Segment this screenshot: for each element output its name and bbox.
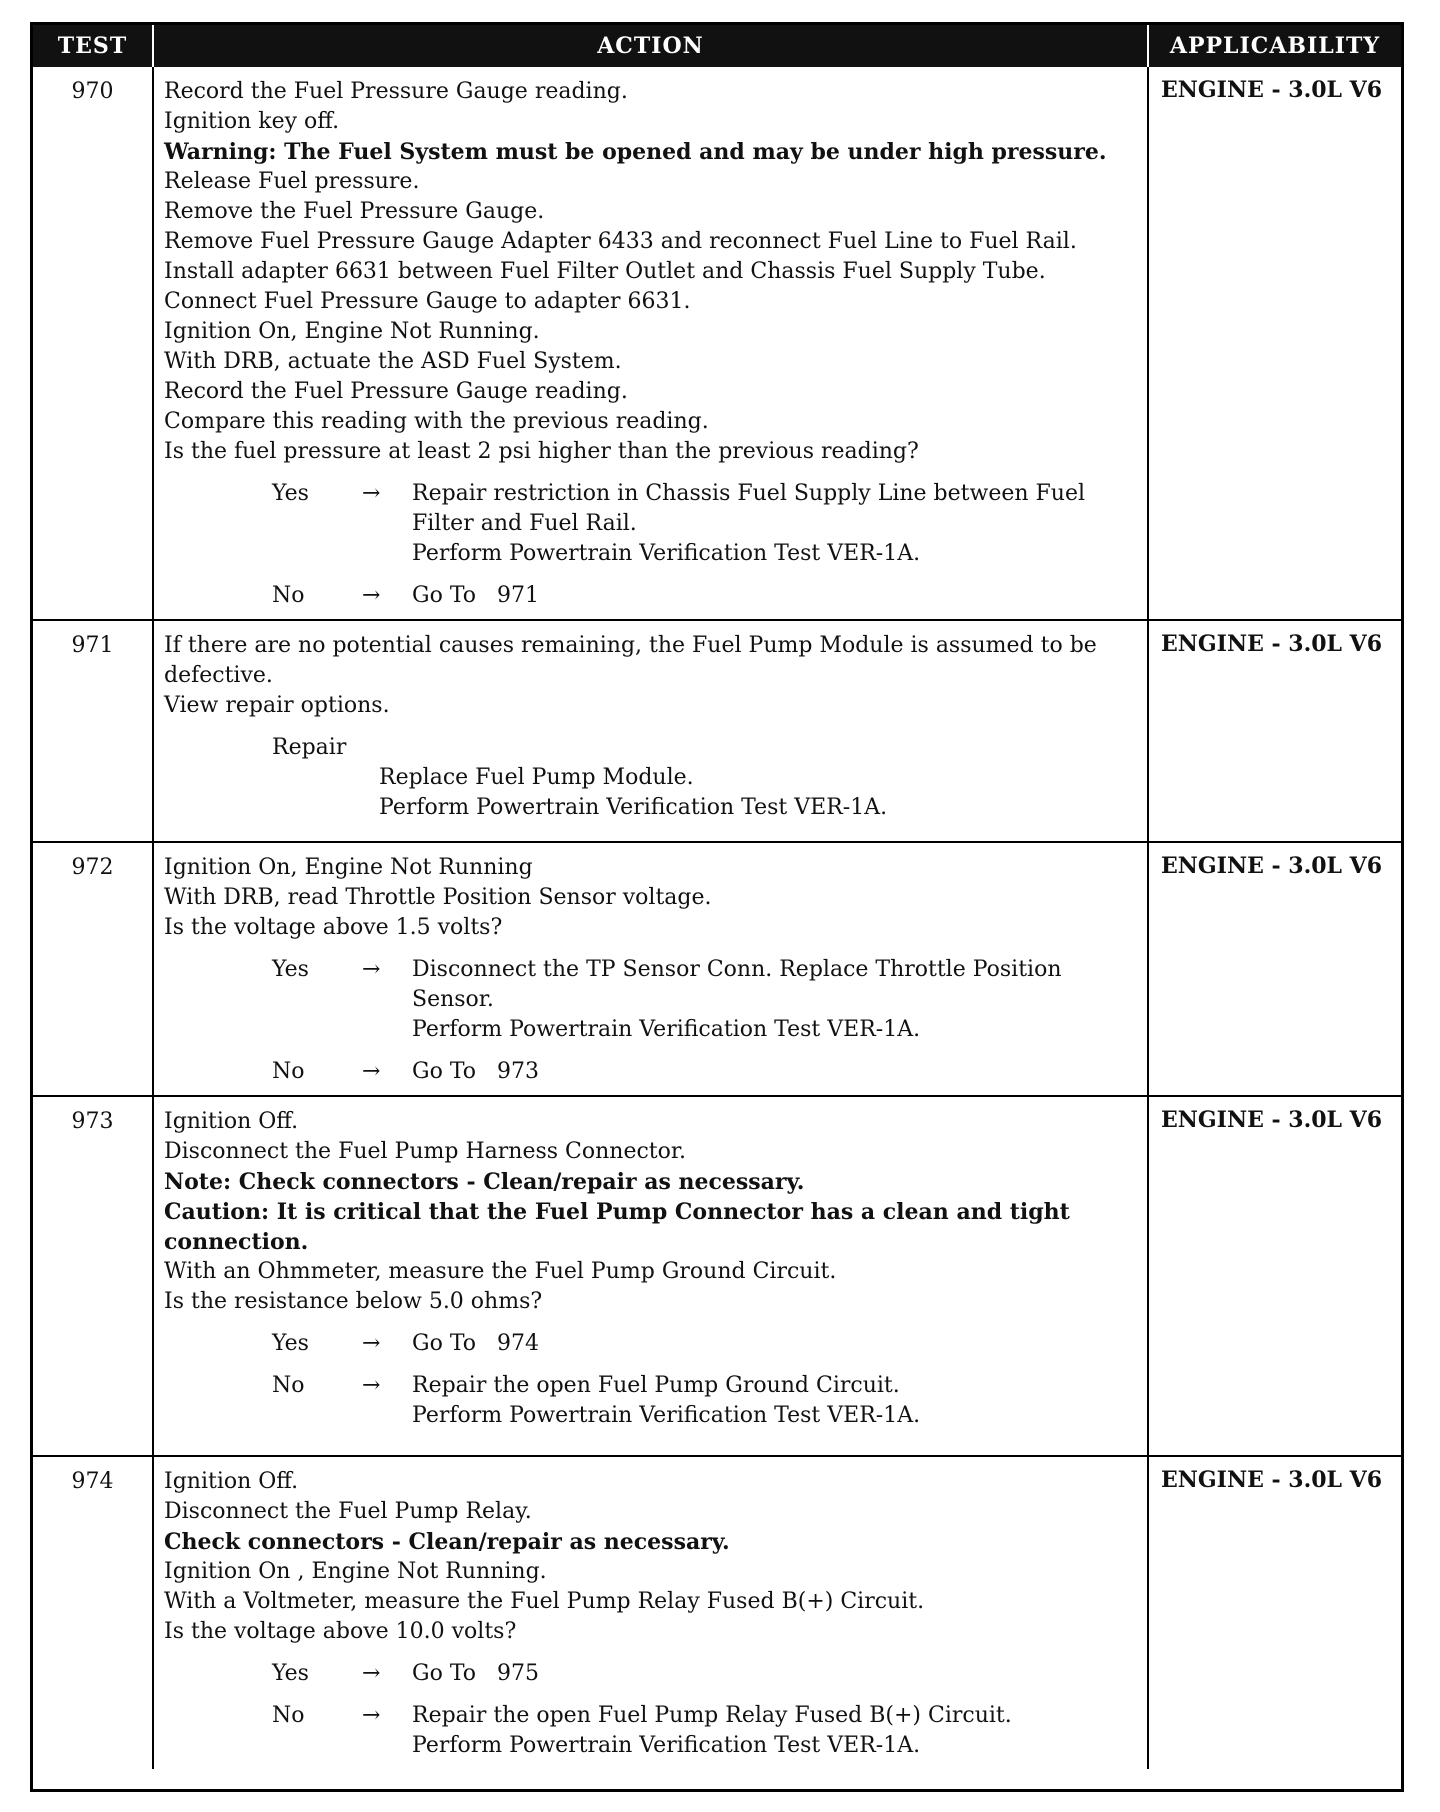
note-line: Note: Check connectors - Clean/repair as necessary. — [164, 1169, 805, 1195]
table-row — [33, 842, 1401, 1096]
header-action: ACTION — [153, 25, 1148, 67]
applicability-cell: ENGINE - 3.0L V6 — [1148, 842, 1401, 1096]
arrow-icon: → — [362, 957, 381, 982]
test-number: 974 — [33, 1456, 153, 1769]
outcome-line: Go To 975 — [412, 1661, 539, 1686]
action-line: Ignition On , Engine Not Running. — [164, 1559, 547, 1584]
repair-block — [164, 733, 1137, 823]
arrow-icon: → — [362, 1059, 381, 1084]
action-line: If there are no potential causes remaining, the Fuel Pump Module is assumed to be defective. — [164, 633, 1097, 688]
outcome-line: Go To 971 — [412, 583, 539, 608]
header-applicability: APPLICABILITY — [1148, 25, 1401, 67]
table-row — [33, 1456, 1401, 1769]
action-cell — [153, 1096, 1148, 1456]
no-label: No — [272, 583, 305, 608]
arrow-icon: → — [362, 1331, 381, 1356]
diagnostic-table — [33, 25, 1401, 1769]
note-line: Check connectors - Clean/repair as necessary. — [164, 1529, 730, 1555]
table-header-row — [33, 25, 1401, 67]
action-line: Ignition Off. — [164, 1109, 299, 1134]
yes-label: Yes — [272, 1331, 309, 1356]
action-line: Ignition key off. — [164, 109, 340, 134]
yes-outcome — [164, 479, 1137, 569]
yes-label: Yes — [272, 481, 309, 506]
action-line: Disconnect the Fuel Pump Harness Connector. — [164, 1139, 686, 1164]
action-line: With DRB, read Throttle Position Sensor voltage. — [164, 885, 712, 910]
action-line: Ignition On, Engine Not Running. — [164, 319, 540, 344]
action-line: With DRB, actuate the ASD Fuel System. — [164, 349, 622, 374]
test-number: 970 — [33, 67, 153, 620]
no-outcome — [164, 1057, 1137, 1087]
action-cell — [153, 620, 1148, 842]
test-number: 971 — [33, 620, 153, 842]
outcome-line: Repair the open Fuel Pump Relay Fused B(+) Circuit. — [412, 1703, 1012, 1728]
yes-label: Yes — [272, 1661, 309, 1686]
arrow-icon: → — [362, 583, 381, 608]
action-line: Remove the Fuel Pressure Gauge. — [164, 199, 545, 224]
action-line: Disconnect the Fuel Pump Relay. — [164, 1499, 532, 1524]
action-line: Install adapter 6631 between Fuel Filter Outlet and Chassis Fuel Supply Tube. — [164, 259, 1046, 284]
yes-outcome — [164, 1659, 1137, 1689]
applicability-cell: ENGINE - 3.0L V6 — [1148, 1096, 1401, 1456]
outcome-line: Perform Powertrain Verification Test VER-1A. — [412, 1017, 921, 1042]
table-row — [33, 67, 1401, 620]
action-line: View repair options. — [164, 693, 390, 718]
action-line: Connect Fuel Pressure Gauge to adapter 6631. — [164, 289, 691, 314]
outcome-line: Repair restriction in Chassis Fuel Supply Line between Fuel Filter and Fuel Rail. — [412, 481, 1086, 536]
yes-outcome — [164, 1329, 1137, 1359]
arrow-icon: → — [362, 1373, 381, 1398]
question-line: Is the resistance below 5.0 ohms? — [164, 1289, 543, 1314]
repair-line: Replace Fuel Pump Module. — [379, 765, 694, 790]
outcome-line: Go To 974 — [412, 1331, 539, 1356]
outcome-line: Go To 973 — [412, 1059, 539, 1084]
table-row — [33, 620, 1401, 842]
diagnostic-table-frame — [30, 22, 1404, 1792]
applicability-cell: ENGINE - 3.0L V6 — [1148, 1456, 1401, 1769]
action-line: Ignition Off. — [164, 1469, 299, 1494]
outcome-line: Perform Powertrain Verification Test VER-1A. — [412, 1733, 921, 1758]
caution-line: Caution: It is critical that the Fuel Pump Connector has a clean and tight connection. — [164, 1199, 1070, 1255]
repair-label: Repair — [272, 735, 347, 760]
action-line: Ignition On, Engine Not Running — [164, 855, 533, 880]
question-line: Is the fuel pressure at least 2 psi higher than the previous reading? — [164, 439, 919, 464]
outcome-line: Perform Powertrain Verification Test VER-1A. — [412, 1403, 921, 1428]
no-label: No — [272, 1059, 305, 1084]
arrow-icon: → — [362, 1661, 381, 1686]
action-line: Remove Fuel Pressure Gauge Adapter 6433 and reconnect Fuel Line to Fuel Rail. — [164, 229, 1077, 254]
action-cell — [153, 842, 1148, 1096]
applicability-cell: ENGINE - 3.0L V6 — [1161, 77, 1383, 103]
test-number: 973 — [33, 1096, 153, 1456]
applicability-cell: ENGINE - 3.0L V6 — [1148, 620, 1401, 842]
action-line: Record the Fuel Pressure Gauge reading. — [164, 79, 628, 104]
repair-line: Perform Powertrain Verification Test VER-1A. — [379, 795, 888, 820]
outcome-line: Perform Powertrain Verification Test VER-1A. — [412, 541, 921, 566]
no-outcome — [164, 581, 1137, 611]
action-line: Record the Fuel Pressure Gauge reading. — [164, 379, 628, 404]
header-test: TEST — [33, 25, 153, 67]
arrow-icon: → — [362, 1703, 381, 1728]
action-line: Compare this reading with the previous reading. — [164, 409, 709, 434]
no-label: No — [272, 1373, 305, 1398]
no-label: No — [272, 1703, 305, 1728]
action-line: Release Fuel pressure. — [164, 169, 420, 194]
no-outcome — [164, 1701, 1137, 1761]
question-line: Is the voltage above 10.0 volts? — [164, 1619, 517, 1644]
question-line: Is the voltage above 1.5 volts? — [164, 915, 503, 940]
action-cell — [153, 67, 1148, 620]
yes-outcome — [164, 955, 1137, 1045]
action-line: With an Ohmmeter, measure the Fuel Pump Ground Circuit. — [164, 1259, 837, 1284]
action-line: With a Voltmeter, measure the Fuel Pump Relay Fused B(+) Circuit. — [164, 1589, 925, 1614]
yes-label: Yes — [272, 957, 309, 982]
warning-line: Warning: The Fuel System must be opened and may be under high pressure. — [164, 139, 1107, 165]
outcome-line: Repair the open Fuel Pump Ground Circuit. — [412, 1373, 900, 1398]
no-outcome — [164, 1371, 1137, 1431]
arrow-icon: → — [362, 481, 381, 506]
test-number: 972 — [33, 842, 153, 1096]
action-cell — [153, 1456, 1148, 1769]
table-row — [33, 1096, 1401, 1456]
outcome-line: Disconnect the TP Sensor Conn. Replace Throttle Position Sensor. — [412, 957, 1062, 1012]
